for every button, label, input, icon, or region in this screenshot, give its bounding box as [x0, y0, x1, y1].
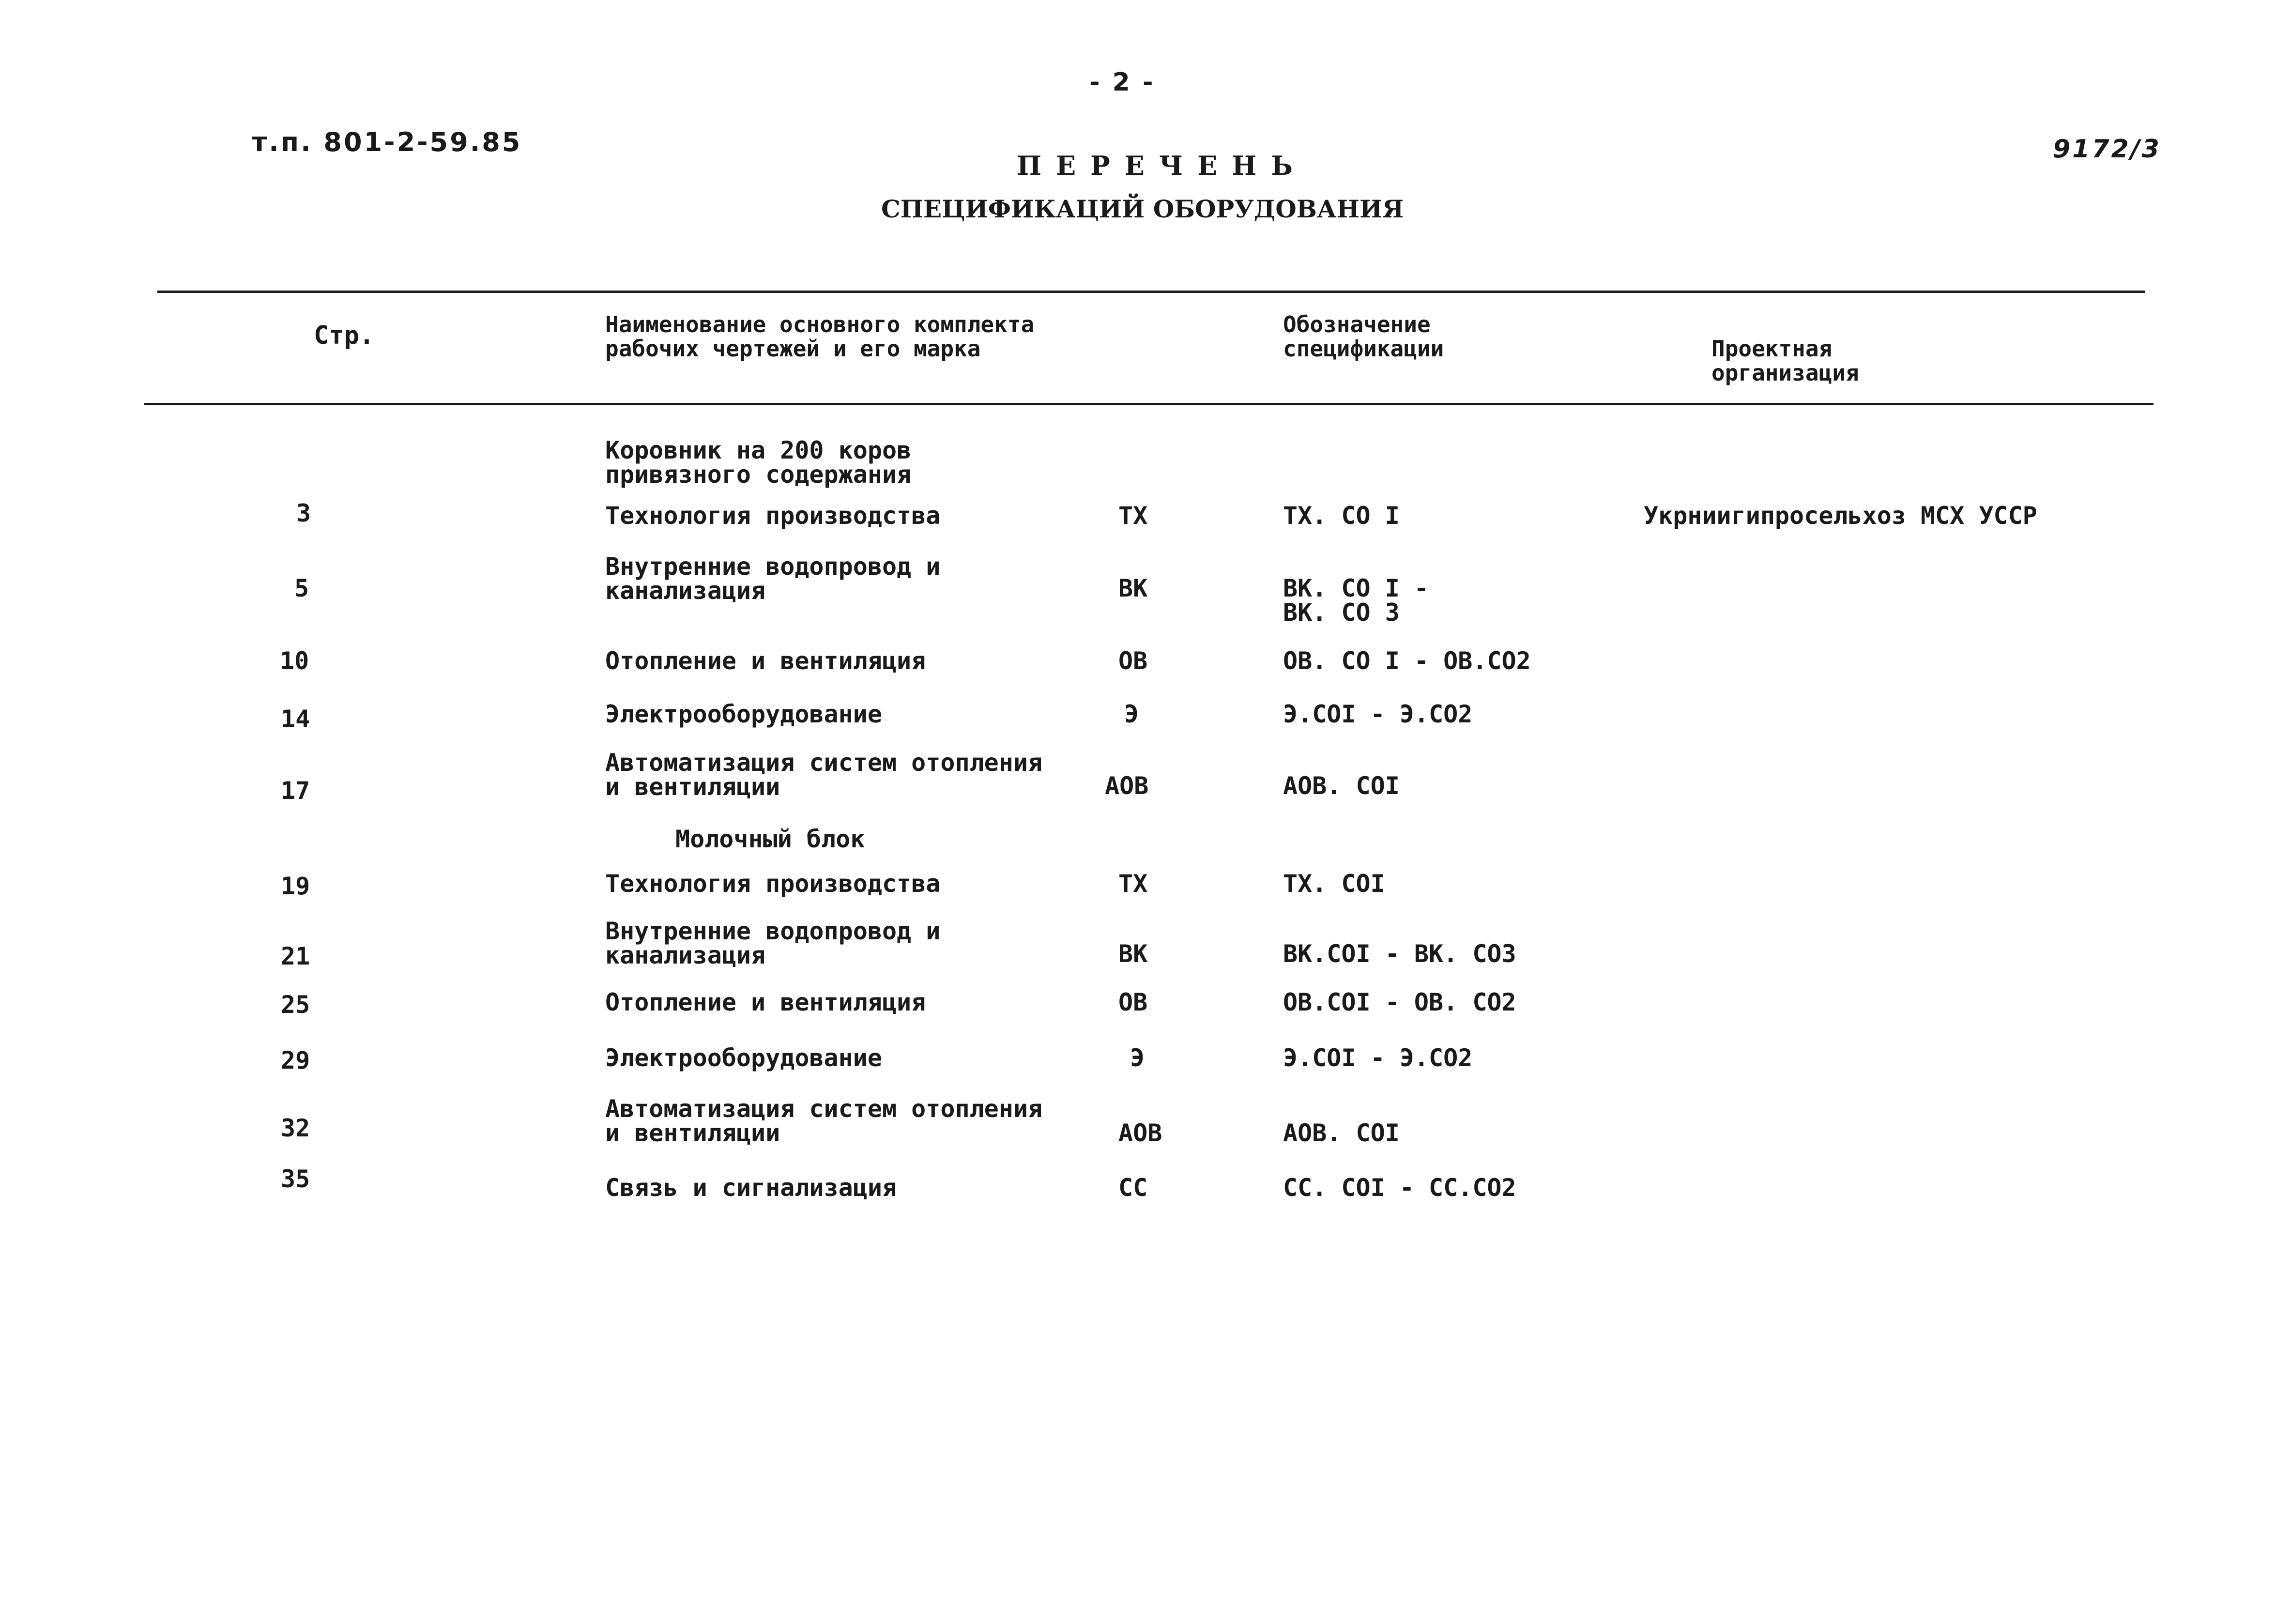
column-header-name [605, 312, 1034, 361]
row-spec-line2: ВК. СО 3 [1283, 598, 1400, 627]
row-spec: СС. СОI - СС.СО2 [1283, 1174, 1516, 1202]
row-mark: Э [1130, 1044, 1145, 1072]
column-header-spec-line2: спецификации [1283, 336, 1444, 362]
row-name-line1: Автоматизация систем отопления [605, 749, 1043, 777]
section-heading [605, 438, 911, 487]
row-name: Отопление и вентиляция [605, 647, 926, 675]
row-name: Технология производства [605, 870, 941, 898]
row-mark: ВК [1118, 940, 1148, 968]
row-name [605, 751, 1042, 799]
section-heading-line1: Коровник на 200 коров [605, 436, 912, 464]
column-header-name-line2: рабочих чертежей и его марка [605, 336, 981, 362]
row-mark: АОВ [1105, 772, 1149, 800]
row-mark: АОВ [1118, 1119, 1162, 1147]
row-spec: АОВ. СОI [1283, 1119, 1400, 1147]
column-header-org-line2: организация [1711, 360, 1859, 386]
row-mark: ОВ [1118, 647, 1148, 675]
row-name [605, 919, 940, 967]
row-name: Электрооборудование [605, 700, 882, 728]
table-top-rule [157, 291, 2145, 293]
column-header-org-line1: Проектная [1711, 336, 1833, 362]
row-spec: АОВ. СОI [1283, 772, 1400, 800]
row-spec: Э.СОI - Э.СО2 [1283, 1044, 1473, 1072]
section-heading-line2: привязного содержания [605, 460, 912, 489]
row-name-line2: и вентиляции [605, 1119, 780, 1147]
row-page: 17 [281, 777, 310, 805]
row-name-line2: канализация [605, 941, 766, 969]
row-name-line2: и вентиляции [605, 773, 780, 801]
row-page: 5 [294, 574, 309, 602]
row-mark: ВК [1118, 574, 1148, 602]
row-name: Связь и сигнализация [605, 1174, 897, 1202]
row-name: Технология производства [605, 502, 941, 530]
row-spec: ТХ. СОI [1283, 870, 1385, 898]
page-number: - 2 - [1089, 68, 1155, 97]
row-mark: Э [1124, 700, 1139, 728]
row-name: Электрооборудование [605, 1044, 882, 1072]
column-header-name-line1: Наименование основного комплекта [605, 311, 1035, 337]
column-header-page: Стр. [314, 321, 375, 350]
row-page: 10 [280, 647, 309, 675]
row-page: 35 [281, 1165, 310, 1193]
column-header-spec [1283, 312, 1444, 361]
row-spec: ОВ. СО I - ОВ.СО2 [1283, 647, 1531, 675]
row-spec: ВК.СОI - ВК. СО3 [1283, 940, 1516, 968]
section-heading: Молочный блок [675, 825, 865, 853]
row-mark: ОВ [1118, 988, 1148, 1016]
row-spec: ОВ.СОI - ОВ. СО2 [1283, 988, 1516, 1016]
row-name [605, 1097, 1042, 1145]
column-header-org [1711, 337, 1859, 385]
document-subtitle: СПЕЦИФИКАЦИЙ ОБОРУДОВАНИЯ [881, 195, 1404, 223]
row-name-line1: Внутренние водопровод и [605, 917, 941, 945]
row-spec: Э.СОI - Э.СО2 [1283, 700, 1473, 728]
row-mark: ТХ [1118, 502, 1148, 530]
row-spec-line1: ВК. СО I - [1283, 574, 1429, 602]
row-name-line2: канализация [605, 577, 766, 605]
row-page: 3 [296, 499, 311, 527]
row-name: Отопление и вентиляция [605, 988, 926, 1016]
row-spec: ТХ. СО I [1283, 502, 1400, 530]
row-page: 14 [281, 705, 310, 733]
row-mark: ТХ [1118, 870, 1148, 898]
row-page: 21 [281, 942, 310, 970]
row-name-line1: Внутренние водопровод и [605, 552, 941, 581]
row-name-line1: Автоматизация систем отопления [605, 1095, 1043, 1123]
document-code: т.п. 801-2-59.85 [252, 127, 522, 157]
row-name [605, 554, 940, 603]
row-mark: СС [1118, 1174, 1148, 1202]
archive-number: 9172/3 [2053, 135, 2161, 164]
row-spec [1283, 576, 1429, 625]
row-page: 19 [281, 872, 310, 900]
row-page: 29 [281, 1046, 310, 1074]
row-page: 32 [281, 1114, 310, 1142]
document-title: ПЕРЕЧЕНЬ [1017, 150, 1307, 181]
header-bottom-rule [144, 403, 2154, 405]
column-header-spec-line1: Обозначение [1283, 311, 1431, 337]
row-org: Укрниигипросельхоз МСХ УССР [1644, 502, 2037, 530]
row-page: 25 [281, 991, 310, 1019]
